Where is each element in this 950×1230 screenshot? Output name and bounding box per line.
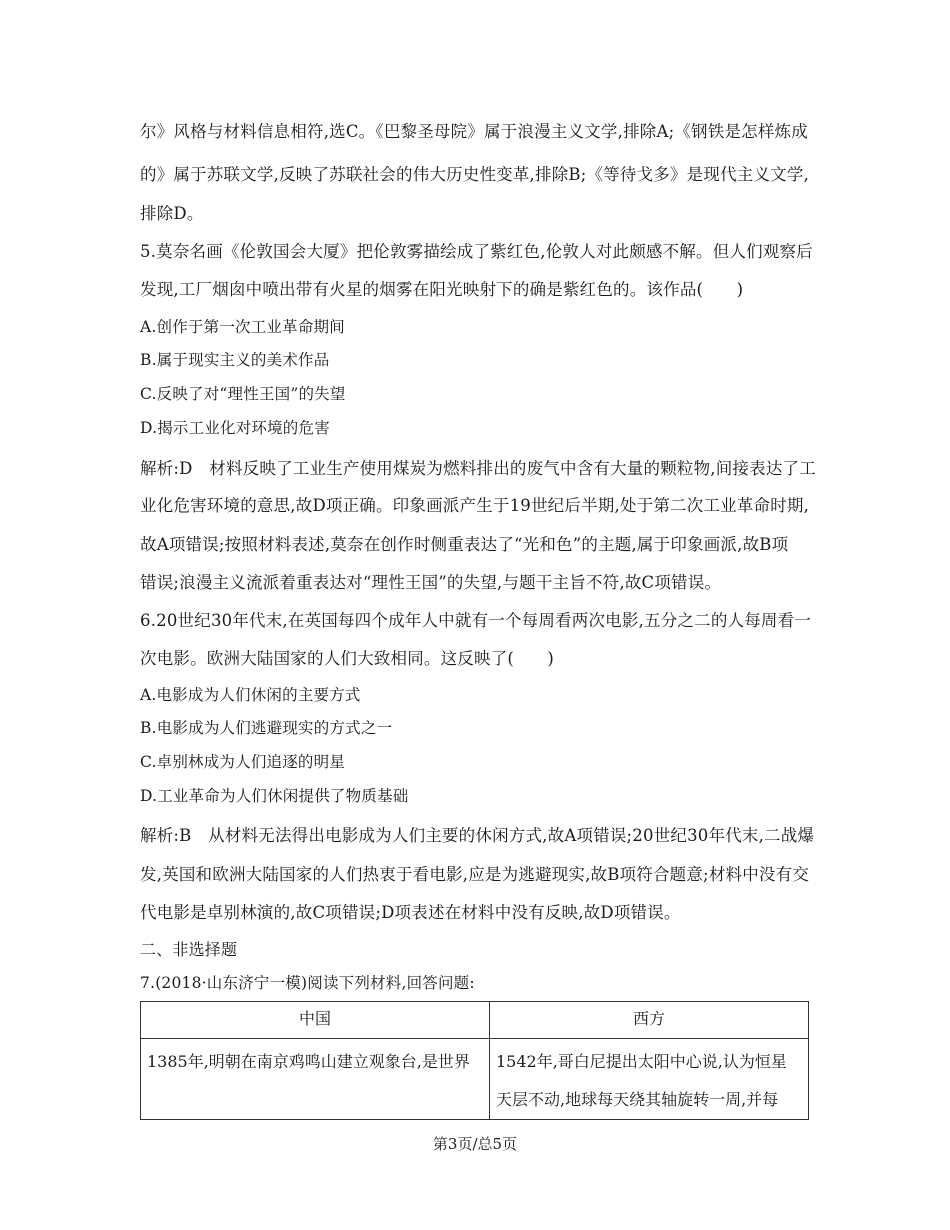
- q5-analysis-line: 业化危害环境的意思,故D项正确。印象画派产生于19世纪后半期,处于第二次工业革命时期,: [140, 496, 810, 515]
- q5-option-b: B.属于现实主义的美术作品: [140, 351, 330, 369]
- q6-analysis-line: 发,英国和欧洲大陆国家的人们热衷于看电影,应是为逃避现实,故B项符合题意;材料中没有交: [140, 865, 810, 884]
- q6-stem-line: 次电影。欧洲大陆国家的人们大致相同。这反映了( ): [140, 649, 555, 668]
- q5-option-a: A.创作于第一次工业革命期间: [140, 318, 345, 336]
- q5-option-d: D.揭示工业化对环境的危害: [140, 419, 330, 437]
- intro-line: 的》属于苏联文学,反映了苏联社会的伟大历史性变革,排除B;《等待戈多》是现代主义文学,: [140, 165, 810, 184]
- q5-analysis-line: 解析:D 材料反映了工业生产使用煤炭为燃料排出的废气中含有大量的颗粒物,间接表达了工: [140, 459, 816, 478]
- q6-analysis-line: 代电影是卓别林演的,故C项错误;D项表述在材料中没有反映,故D项错误。: [140, 903, 681, 922]
- q6-analysis-line: 解析:B 从材料无法得出电影成为人们主要的休闲方式,故A项错误;20世纪30年代末,二战爆: [140, 826, 815, 845]
- table-header-west: 西方: [490, 1002, 809, 1039]
- section-heading: 二、非选择题: [140, 940, 238, 959]
- q6-stem-line: 6.20世纪30年代末,在英国每四个成年人中就有一个每周看两次电影,五分之二的人每周看一: [140, 611, 812, 630]
- q5-option-c: C.反映了对“理性王国”的失望: [140, 385, 346, 403]
- q6-option-a: A.电影成为人们休闲的主要方式: [140, 686, 361, 704]
- q7-stem: 7.(2018·山东济宁一模)阅读下列材料,回答问题:: [140, 974, 475, 992]
- table-header-row: [141, 1002, 809, 1039]
- intro-line: 尔》风格与材料信息相符,选C。《巴黎圣母院》属于浪漫主义文学,排除A;《钢铁是怎样炼成: [140, 122, 808, 141]
- q5-stem-line: 发现,工厂烟囱中喷出带有火星的烟雾在阳光映射下的确是紫红色的。该作品( ): [140, 280, 744, 299]
- q5-analysis-line: 错误;浪漫主义流派着重表达对“理性王国”的失望,与题干主旨不符,故C项错误。: [140, 573, 722, 592]
- q5-stem-line: 5.莫奈名画《伦敦国会大厦》把伦敦雾描绘成了紫红色,伦敦人对此颇感不解。但人们观察后: [140, 242, 813, 261]
- table-cell-west-line: 1542年,哥白尼提出太阳中心说,认为恒星: [496, 1052, 787, 1071]
- table-cell-china: [141, 1039, 490, 1120]
- table-row: [141, 1039, 809, 1120]
- intro-line: 排除D。: [140, 204, 204, 223]
- q6-option-c: C.卓别林成为人们追逐的明星: [140, 753, 346, 771]
- table-cell-west: [490, 1039, 809, 1120]
- table-cell-west-line: 天层不动,地球每天绕其轴旋转一周,并每: [496, 1090, 779, 1109]
- q6-option-d: D.工业革命为人们休闲提供了物质基础: [140, 787, 409, 805]
- q6-option-b: B.电影成为人们逃避现实的方式之一: [140, 719, 393, 737]
- table-cell-china-text: 1385年,明朝在南京鸡鸣山建立观象台,是世界: [147, 1052, 470, 1071]
- q5-analysis-line: 故A项错误;按照材料表述,莫奈在创作时侧重表达了“光和色”的主题,属于印象画派,故B项: [140, 535, 789, 554]
- comparison-table: [140, 1001, 809, 1120]
- page-footer: 第3页/总5页: [432, 1135, 518, 1153]
- table-header-china: 中国: [141, 1002, 490, 1039]
